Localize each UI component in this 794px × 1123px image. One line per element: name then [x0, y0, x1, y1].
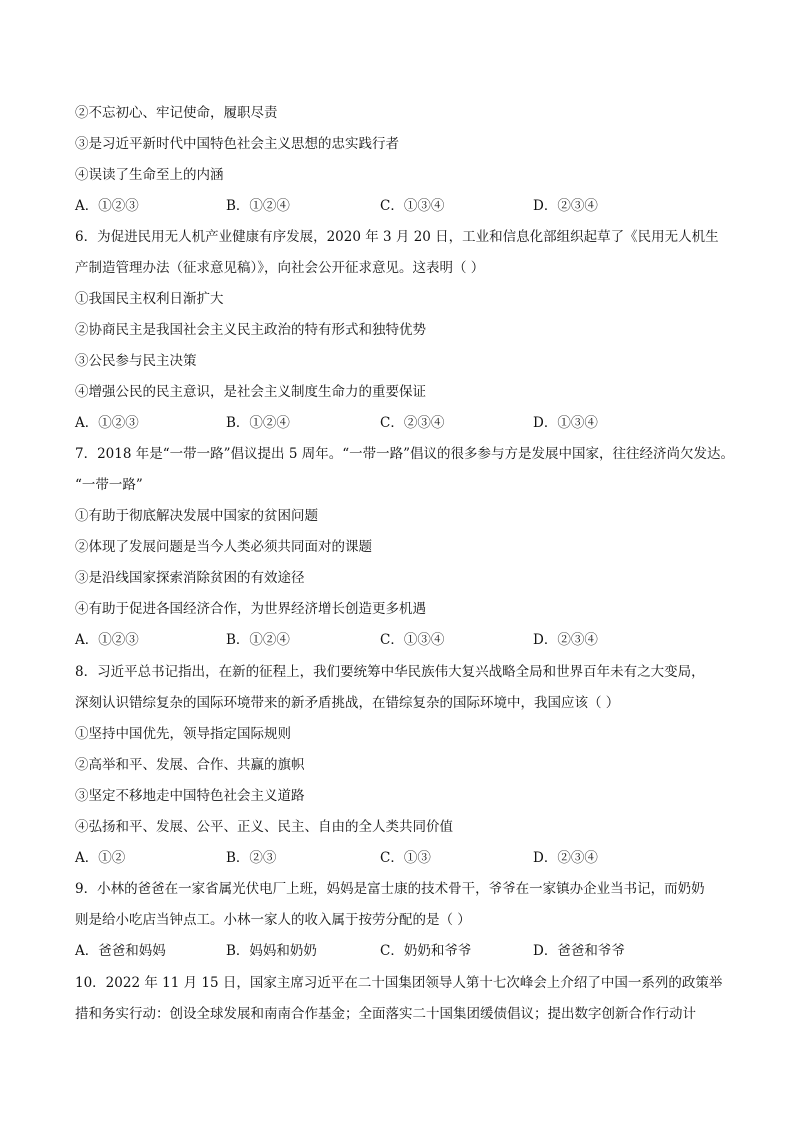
q9-option-a: A．爸爸和妈妈	[75, 943, 166, 959]
q6-item-3: ③公民参与民主决策	[75, 353, 197, 369]
q6-stem-line-2: 产制造管理办法（征求意见稿）》，向社会公开征求意见。这表明（ ）	[75, 260, 485, 276]
q6-item-1: ①我国民主权利日渐扩大	[75, 291, 224, 307]
q6-stem-line-1: 6．为促进民用无人机产业健康有序发展，2020 年 3 月 20 日，工业和信息化部组织起草了《民用无人机生	[75, 229, 719, 245]
q7-item-4: ④有助于促进各国经济合作，为世界经济增长创造更多机遇	[75, 601, 426, 617]
q9-option-d: D．爸爸和爷爷	[533, 943, 625, 959]
q8-stem-line-1: 8．习近平总书记指出，在新的征程上，我们要统筹中华民族伟大复兴战略全局和世界百年未有之大变局，	[75, 664, 705, 680]
q7-option-c: C．①③④	[380, 632, 445, 648]
q8-item-3: ③坚定不移地走中国特色社会主义道路	[75, 788, 305, 804]
q8-stem-line-2: 深刻认识错综复杂的国际环境带来的新矛盾挑战，在错综复杂的国际环境中，我国应该（ ）	[75, 695, 620, 711]
q7-option-d: D．②③④	[533, 632, 598, 648]
q6-option-b: B．①②④	[226, 415, 290, 431]
q8-item-4: ④弘扬和平、发展、公平、正义、民主、自由的全人类共同价值	[75, 819, 453, 835]
q7-option-a: A．①②③	[75, 632, 139, 648]
q8-option-c: C．①③	[380, 850, 431, 866]
q8-option-d: D．②③④	[533, 850, 598, 866]
q8-item-1: ①坚持中国优先，领导指定国际规则	[75, 726, 291, 742]
q5-item-4: ④误读了生命至上的内涵	[75, 167, 224, 183]
q7-stem-line-2: “一带一路”	[75, 477, 143, 493]
q6-item-4: ④增强公民的民主意识，是社会主义制度生命力的重要保证	[75, 384, 426, 400]
q7-option-b: B．①②④	[226, 632, 290, 648]
q9-option-b: B．妈妈和奶奶	[226, 943, 317, 959]
q5-option-b: B．①②④	[226, 198, 290, 214]
q8-item-2: ②高举和平、发展、合作、共赢的旗帜	[75, 757, 305, 773]
q5-option-c: C．①③④	[380, 198, 445, 214]
q8-option-b: B．②③	[226, 850, 277, 866]
q7-item-1: ①有助于彻底解决发展中国家的贫困问题	[75, 508, 318, 524]
q9-stem-line-1: 9．小林的爸爸在一家省属光伏电厂上班，妈妈是富士康的技术骨干，爷爷在一家镇办企业当书记，而奶奶	[75, 881, 705, 897]
q9-stem-line-2: 则是给小吃店当钟点工。小林一家人的收入属于按劳分配的是（ ）	[75, 912, 471, 928]
q6-option-d: D．①③④	[533, 415, 598, 431]
q5-option-a: A．①②③	[75, 198, 139, 214]
q10-stem-line-2: 措和务实行动：创设全球发展和南南合作基金；全面落实二十国集团缓债倡议；提出数字创新合作行动计	[75, 1006, 696, 1022]
q7-item-2: ②体现了发展问题是当今人类必须共同面对的课题	[75, 539, 372, 555]
q8-option-a: A．①②	[75, 850, 126, 866]
q6-item-2: ②协商民主是我国社会主义民主政治的特有形式和独特优势	[75, 322, 426, 338]
q6-option-c: C．②③④	[380, 415, 445, 431]
q10-stem-line-1: 10．2022 年 11 月 15 日，国家主席习近平在二十国集团领导人第十七次峰会上介绍了中国一系列的政策举	[75, 975, 723, 991]
q7-item-3: ③是沿线国家探索消除贫困的有效途径	[75, 570, 305, 586]
q6-option-a: A．①②③	[75, 415, 139, 431]
q5-item-3: ③是习近平新时代中国特色社会主义思想的忠实践行者	[75, 136, 399, 152]
q5-item-2: ②不忘初心、牢记使命，履职尽责	[75, 105, 278, 121]
q7-stem-line-1: 7．2018 年是“一带一路”倡议提出 5 周年。“一带一路”倡议的很多参与方是发展中国家，往往经济尚欠发达。	[75, 446, 735, 462]
q5-option-d: D．②③④	[533, 198, 598, 214]
q9-option-c: C．奶奶和爷爷	[380, 943, 472, 959]
